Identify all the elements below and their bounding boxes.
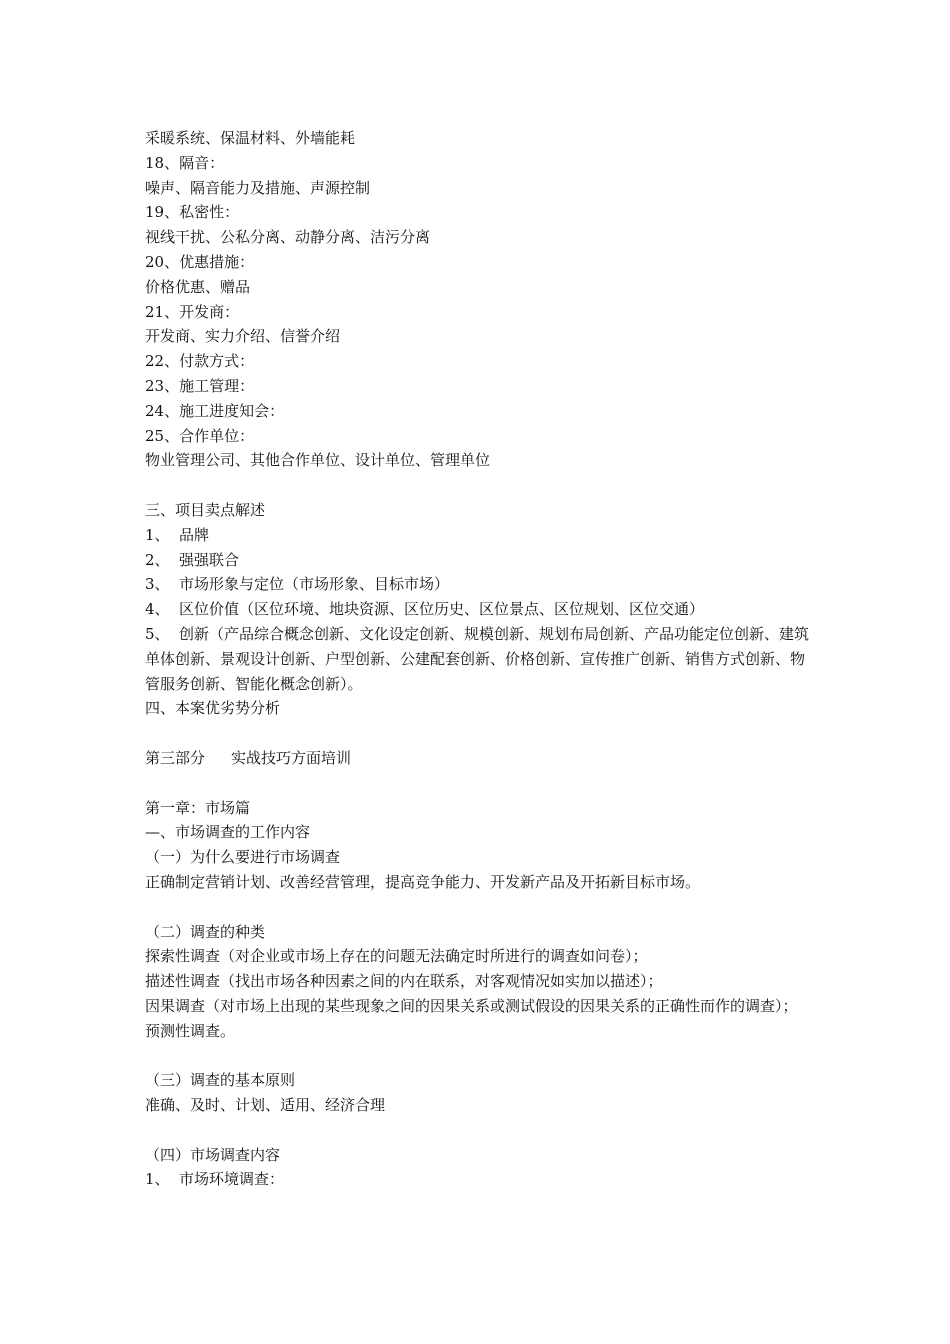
section-heading: —、市场调查的工作内容: [145, 823, 311, 842]
part-number: 第三部分: [145, 748, 206, 767]
subsection-heading: （三）调查的基本原则: [145, 1071, 296, 1090]
list-item: [145, 548, 815, 573]
numbered-heading: 18、隔音：: [145, 153, 225, 172]
text-line: 采暖系统、保温材料、外墙能耗: [145, 129, 356, 147]
list-number: 1、: [145, 525, 170, 544]
list-text: 市场形象与定位（市场形象、目标市场）: [179, 575, 450, 594]
document-body: [145, 126, 815, 1192]
text-line: 描述性调查（找出市场各种因素之间的内在联系，对客观情况如实加以描述）；: [145, 972, 663, 991]
text-line: 正确制定营销计划、改善经营管理，提高竞争能力、开发新产品及开拓新目标市场。: [145, 872, 701, 891]
subsection-heading: （四）市场调查内容: [145, 1145, 281, 1164]
list-number: 1、: [145, 1170, 170, 1189]
list-item: [145, 572, 815, 597]
list-text: 市场环境调查：: [179, 1170, 285, 1189]
list-number: 4、: [145, 600, 170, 619]
list-item: [145, 597, 815, 622]
numbered-heading: 25、合作单位：: [145, 426, 255, 445]
chapter-heading: 第一章：市场篇: [145, 798, 251, 817]
list-text: 创新（产品综合概念创新、文化设定创新、规模创新、规划布局创新、产品功能定位创新、建筑单体创新、景观设计创新、户型创新、公建配套创新、价格创新、宣传推广创新、销售方式创新、物管服务创新、智能化概念创新）。: [145, 624, 810, 693]
numbered-heading: 19、私密性：: [145, 203, 240, 222]
section-heading: 三、项目卖点解述: [145, 500, 266, 519]
text-line: 准确、及时、计划、适用、经济合理: [145, 1096, 386, 1115]
part-title: 实战技巧方面培训: [231, 748, 352, 767]
text-line: 探索性调查（对企业或市场上存在的问题无法确定时所进行的调查如问卷）；: [145, 947, 648, 966]
text-line: 视线干扰、公私分离、动静分离、洁污分离: [145, 228, 431, 247]
blank-line: [145, 1118, 815, 1143]
numbered-heading: 24、施工进度知会：: [145, 401, 285, 420]
list-item: [145, 622, 815, 696]
list-text: 品牌: [179, 525, 210, 544]
numbered-heading: 23、施工管理：: [145, 376, 255, 395]
list-text: 区位价值（区位环境、地块资源、区位历史、区位景点、区位规划、区位交通）: [179, 600, 705, 619]
text-line: 噪声、隔音能力及措施、声源控制: [145, 178, 371, 197]
text-line: 物业管理公司、其他合作单位、设计单位、管理单位: [145, 451, 491, 470]
numbered-heading: 21、开发商：: [145, 302, 240, 321]
blank-line: [145, 771, 815, 796]
numbered-heading: 22、付款方式：: [145, 352, 255, 371]
blank-line: [145, 1043, 815, 1068]
list-item: [145, 1167, 815, 1192]
numbered-heading: 20、优惠措施：: [145, 252, 255, 271]
section-heading: 四、本案优劣势分析: [145, 699, 281, 718]
part-heading: [145, 746, 815, 771]
text-line: 因果调查（对市场上出现的某些现象之间的因果关系或测试假设的因果关系的正确性而作的调查）；: [145, 996, 798, 1015]
text-line: 价格优惠、赠品: [145, 277, 251, 296]
subsection-heading: （一）为什么要进行市场调查: [145, 848, 341, 867]
blank-line: [145, 721, 815, 746]
list-text: 强强联合: [179, 550, 240, 569]
blank-line: [145, 473, 815, 498]
blank-line: [145, 895, 815, 920]
text-line: 预测性调查。: [145, 1021, 236, 1040]
list-number: 5、: [145, 624, 170, 643]
text-line: 开发商、实力介绍、信誉介绍: [145, 327, 341, 346]
subsection-heading: （二）调查的种类: [145, 922, 266, 941]
list-item: [145, 523, 815, 548]
list-number: 2、: [145, 550, 170, 569]
list-number: 3、: [145, 575, 170, 594]
